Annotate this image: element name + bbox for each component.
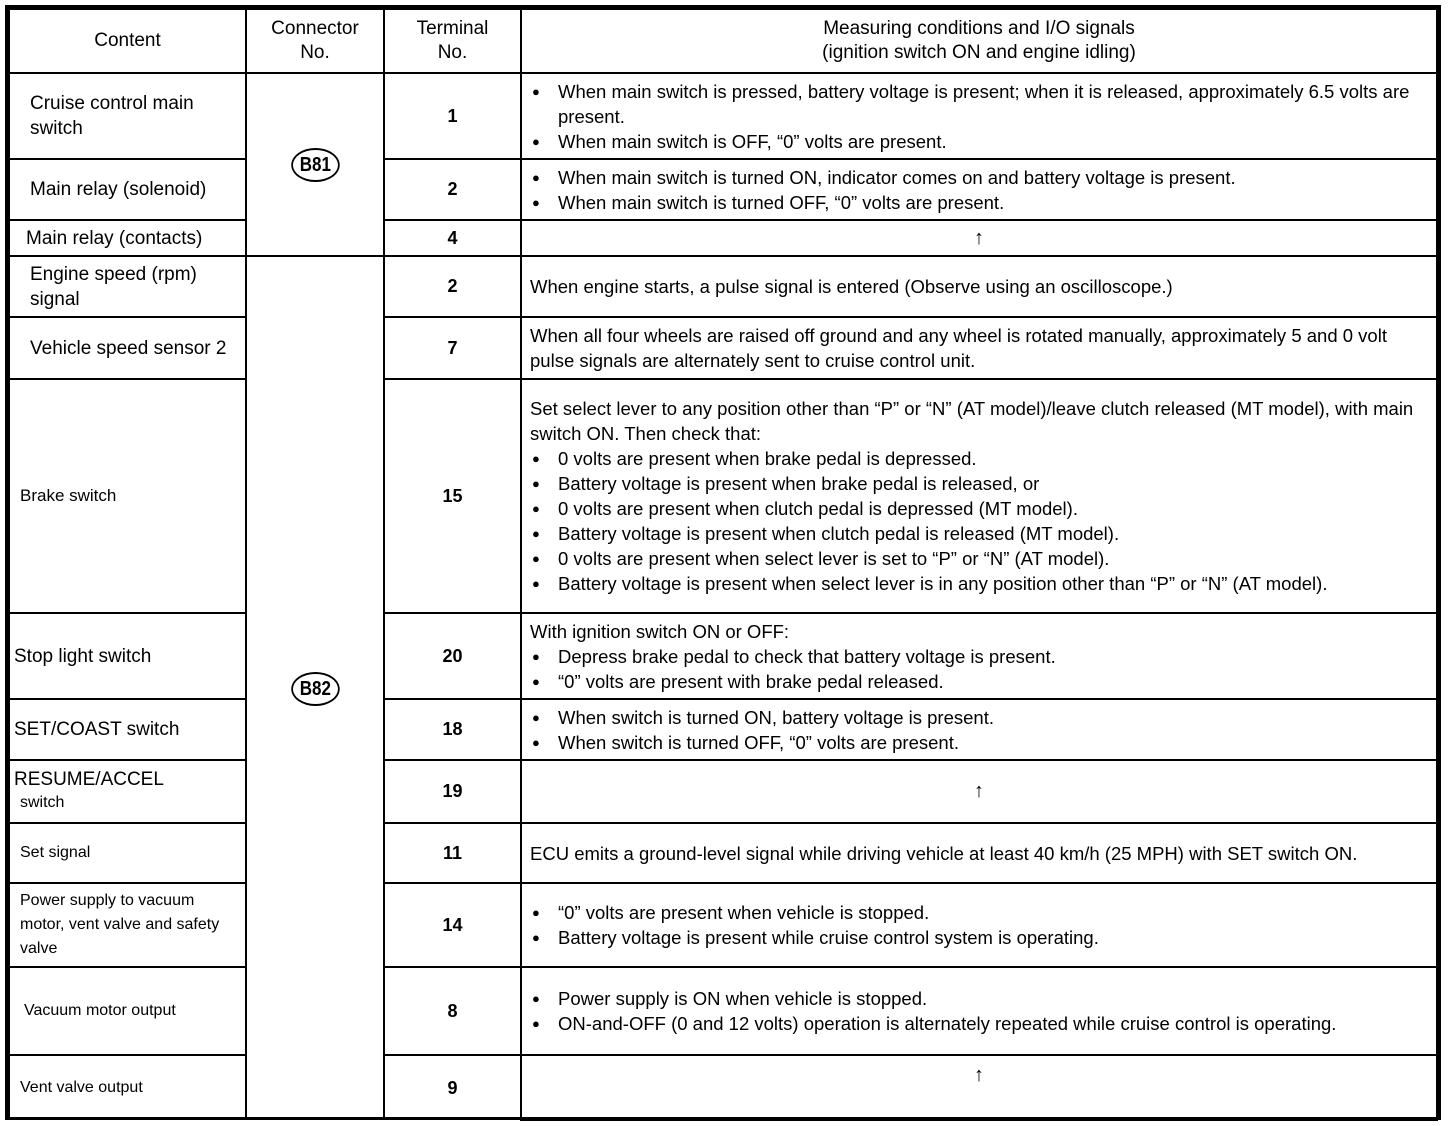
table-row [9, 159, 1437, 220]
row-terminal: 20 [384, 613, 521, 699]
row-terminal: 19 [384, 760, 521, 823]
row-terminal: 11 [384, 823, 521, 883]
row-content: Vehicle speed sensor 2 [9, 317, 246, 379]
row-terminal: 2 [384, 159, 521, 220]
table-row [9, 613, 1437, 699]
row-terminal: 4 [384, 220, 521, 256]
row-conditions: With ignition switch ON or OFF: ● Depress brake pedal to check that battery voltage is present. ● “0” volts are present with brake pedal released. [521, 613, 1437, 699]
row-conditions [521, 883, 1437, 967]
same-as-above-arrow: ↑ [521, 1055, 1437, 1120]
row-content: Set signal [9, 823, 246, 883]
row-content: Brake switch [9, 379, 246, 613]
header-row [9, 9, 1437, 73]
same-as-above-arrow: ↑ [521, 220, 1437, 256]
table-row [9, 73, 1437, 159]
row-content: Engine speed (rpm) signal [9, 256, 246, 317]
row-content: Vacuum motor output [9, 967, 246, 1055]
row-terminal: 8 [384, 967, 521, 1055]
row-terminal: 18 [384, 699, 521, 760]
row-conditions [521, 73, 1437, 159]
table-row [9, 699, 1437, 760]
row-content: Main relay (solenoid) [9, 159, 246, 220]
table-row [9, 317, 1437, 379]
list-item: ● “0” volts are present when vehicle is stopped. [530, 900, 1428, 925]
row-terminal: 2 [384, 256, 521, 317]
row-conditions: Set select lever to any position other than “P” or “N” (AT model)/leave clutch released (MT model), with main switch ON. Then check that: ● 0 volts are present when brake pedal is depressed. ● Battery voltage is present when brake pedal is released, or ● 0 volts are present when clutch pedal is depressed (MT model). ● Battery voltage is present when clutch pedal is released (MT model). ● 0 volts are present when select lever is set to “P” or “N” (AT model). ● Battery voltage is present when select lever is in any position other than “P” or “N” (AT model). [521, 379, 1437, 613]
list-item: ● Power supply is ON when vehicle is stopped. [530, 986, 1428, 1011]
list-item: ● ON-and-OFF (0 and 12 volts) operation is alternately repeated while cruise control is operating. [530, 1011, 1428, 1036]
table-row [9, 823, 1437, 883]
header-connector: Connector No. [246, 9, 384, 73]
row-conditions: When engine starts, a pulse signal is entered (Observe using an oscilloscope.) [521, 256, 1437, 317]
list-item: ● Battery voltage is present while cruise control system is operating. [530, 925, 1428, 950]
row-content: Cruise control main switch [9, 73, 246, 159]
same-as-above-arrow: ↑ [521, 760, 1437, 823]
table-row [9, 220, 1437, 256]
list-item: ● When switch is turned OFF, “0” volts are present. [530, 730, 1428, 755]
row-terminal: 15 [384, 379, 521, 613]
list-item: ● “0” volts are present with brake pedal released. [530, 669, 1428, 694]
list-item: ● When switch is turned ON, battery voltage is present. [530, 705, 1428, 730]
row-terminal: 14 [384, 883, 521, 967]
table [8, 8, 1438, 1121]
row-conditions [521, 699, 1437, 760]
row-conditions [521, 159, 1437, 220]
row-terminal: 9 [384, 1055, 521, 1120]
list-item: ● When main switch is OFF, “0” volts are present. [530, 129, 1428, 154]
list-item: ● 0 volts are present when brake pedal is depressed. [530, 446, 1428, 471]
table-row [9, 256, 1437, 317]
table-row [9, 760, 1437, 823]
list-item: ● When main switch is turned ON, indicator comes on and battery voltage is present. [530, 165, 1428, 190]
row-content: Power supply to vacuum motor, vent valve and safety valve [9, 883, 246, 967]
row-content: RESUME/ACCEL switch [9, 760, 246, 823]
header-conditions: Measuring conditions and I/O signals (ignition switch ON and engine idling) [521, 9, 1437, 73]
io-signal-table [5, 5, 1441, 1120]
list-item: ● 0 volts are present when select lever is set to “P” or “N” (AT model). [530, 546, 1428, 571]
header-terminal: Terminal No. [384, 9, 521, 73]
row-conditions: When all four wheels are raised off ground and any wheel is rotated manually, approximately 5 and 0 volt pulse signals are alternately sent to cruise control unit. [521, 317, 1437, 379]
list-item: ● Battery voltage is present when select lever is in any position other than “P” or “N” (AT model). [530, 571, 1428, 596]
header-content: Content [9, 9, 246, 73]
list-item: ● Battery voltage is present when brake pedal is released, or [530, 471, 1428, 496]
connector-badge: B82 [291, 672, 339, 706]
connector-cell [246, 73, 384, 256]
row-conditions [521, 967, 1437, 1055]
row-content: Vent valve output [9, 1055, 246, 1120]
row-content: Stop light switch [9, 613, 246, 699]
row-terminal: 7 [384, 317, 521, 379]
list-item: ● When main switch is pressed, battery voltage is present; when it is released, approximately 6.5 volts are present. [530, 79, 1428, 129]
list-item: ● 0 volts are present when clutch pedal is depressed (MT model). [530, 496, 1428, 521]
row-content: SET/COAST switch [9, 699, 246, 760]
list-item: ● Depress brake pedal to check that battery voltage is present. [530, 644, 1428, 669]
row-conditions: ECU emits a ground-level signal while driving vehicle at least 40 km/h (25 MPH) with SET switch ON. [521, 823, 1437, 883]
row-terminal: 1 [384, 73, 521, 159]
list-item: ● When main switch is turned OFF, “0” volts are present. [530, 190, 1428, 215]
row-content: Main relay (contacts) [9, 220, 246, 256]
connector-badge: B81 [291, 148, 339, 182]
table-row [9, 967, 1437, 1055]
connector-cell [246, 256, 384, 1120]
table-row [9, 1055, 1437, 1120]
list-item: ● Battery voltage is present when clutch pedal is released (MT model). [530, 521, 1428, 546]
table-row [9, 379, 1437, 613]
table-row [9, 883, 1437, 967]
